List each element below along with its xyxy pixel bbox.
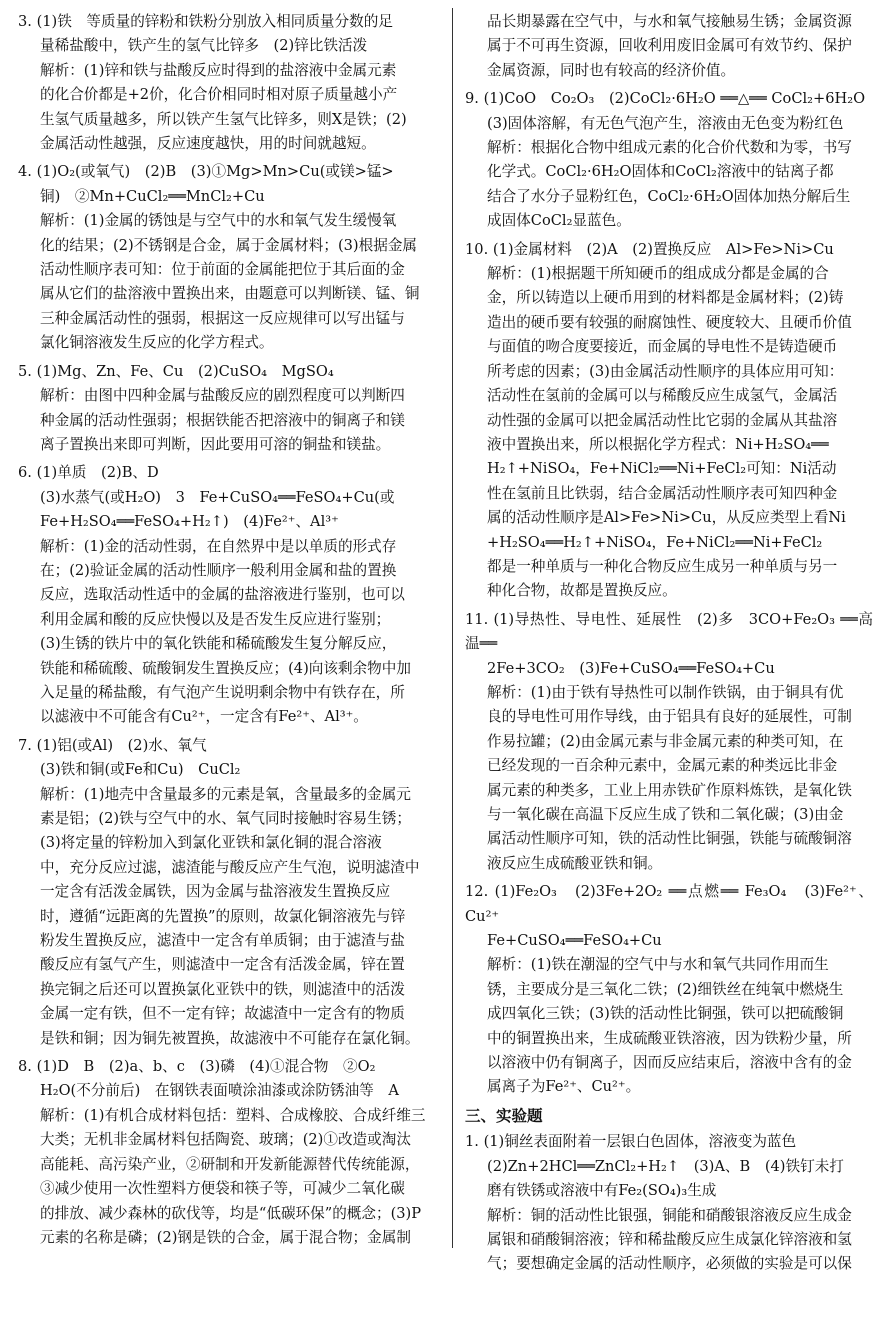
text-line: 4. (1)O₂(或氧气) (2)B (3)①Mg>Mn>Cu(或镁>锰> xyxy=(18,163,394,181)
text-line: 解析：(1)有机合成材料包括：塑料、合成橡胶、合成纤维三 xyxy=(40,1106,426,1124)
text-line: 12. (1)Fe₂O₃ (2)3Fe+2O₂ ══点燃══ Fe₃O₄ (3)Fe²⁺、Cu²⁺ xyxy=(465,883,873,925)
text-line: 金，所以铸造以上硬币用到的材料都是金属材料；(2)铸 xyxy=(487,289,844,307)
text-line: 离子置换出来即可判断，因此要用可溶的铜盐和镁盐。 xyxy=(40,435,391,453)
text-line: 解析：(1)根据题干所知硬币的组成成分都是金属的合 xyxy=(487,265,829,283)
text-line: 液反应生成硫酸亚铁和铜。 xyxy=(487,854,663,872)
text-line: 8. (1)D B (2)a、b、c (3)磷 (4)①混合物 ②O₂ xyxy=(18,1058,376,1076)
text-line: 6. (1)单质 (2)B、D xyxy=(18,464,159,482)
answer-item-q7 xyxy=(18,734,438,1051)
text-line: 三种金属活动性的强弱，根据这一反应规律可以写出锰与 xyxy=(40,309,405,327)
text-line: 属于不可再生资源，回收利用废旧金属可有效节约、保护 xyxy=(487,37,852,55)
text-line: 铁能和稀硫酸、硫酸铜发生置换反应；(4)向该剩余物中加 xyxy=(40,659,411,677)
text-line: 以溶液中仍有铜离子，因而反应结束后，溶液中含有的金 xyxy=(487,1054,852,1072)
text-line: 属从它们的盐溶液中置换出来，由题意可以判断镁、锰、铜 xyxy=(40,285,420,303)
text-line: (3)水蒸气(或H₂O) 3 Fe+CuSO₄══FeSO₄+Cu(或 xyxy=(40,488,395,506)
text-line: H₂↑+NiSO₄，Fe+NiCl₂══Ni+FeCl₂可知：Ni活动 xyxy=(487,460,837,478)
text-line: H₂O(不分前后) 在钢铁表面喷涂油漆或涂防锈油等 A xyxy=(40,1082,399,1100)
text-line: (3)将定量的锌粉加入到氯化亚铁和氯化铜的混合溶液 xyxy=(40,834,382,852)
text-line: 9. (1)CoO Co₂O₃ (2)CoCl₂·6H₂O ══△══ CoCl₂+6H₂O xyxy=(465,90,866,108)
column-divider xyxy=(452,8,453,1248)
answer-item-q5 xyxy=(18,360,438,458)
answer-item-q3 xyxy=(18,10,438,156)
text-line: 成固体CoCl₂显蓝色。 xyxy=(487,212,631,230)
text-line: 7. (1)铝(或Al) (2)水、氧气 xyxy=(18,736,207,754)
text-line: 造出的硬币要有较强的耐腐蚀性、硬度较大、且硬币价值 xyxy=(487,313,852,331)
text-line: 锈，主要成分是三氧化二铁；(2)细铁丝在纯氧中燃烧生 xyxy=(487,980,844,998)
text-line: 与面值的吻合度要接近，而金属的导电性不是铸造硬币 xyxy=(487,338,838,356)
answer-item-q8 xyxy=(18,1055,438,1250)
text-line: 酸反应有氢气产生，则滤渣中一定含有活泼金属，锌在置 xyxy=(40,956,405,974)
answer-item-q6 xyxy=(18,461,438,729)
text-line: 金属一定有铁，但不一定有锌；故滤渣中一定含有的物质 xyxy=(40,1005,405,1023)
text-line: 量稀盐酸中，铁产生的氢气比锌多 (2)锌比铁活泼 xyxy=(40,37,368,55)
text-line: 3. (1)铁 等质量的锌粉和铁粉分别放入相同质量分数的足 xyxy=(18,13,393,30)
text-line: 气；要想确定金属的活动性顺序，必须做的实验是可以保 xyxy=(487,1255,852,1273)
text-line: 磨有铁锈或溶液中有Fe₂(SO₄)₃生成 xyxy=(487,1182,717,1200)
text-line: 铜) ②Mn+CuCl₂══MnCl₂+Cu xyxy=(40,187,265,205)
text-line: +H₂SO₄══H₂↑+NiSO₄，Fe+NiCl₂══Ni+FeCl₂ xyxy=(487,533,823,551)
text-line: ③减少使用一次性塑料方便袋和筷子等，可减少二氧化碳 xyxy=(40,1180,405,1198)
text-line: 解析：根据化合物中组成元素的化合价代数和为零，书写 xyxy=(487,139,852,157)
text-line: 解析：(1)金属的锈蚀是与空气中的水和氧气发生缓慢氧 xyxy=(40,212,397,230)
text-line: 的化合价都是+2价，化合价相同时相对原子质量越小产 xyxy=(40,86,398,104)
text-line: 一定含有活泼金属铁，因为金属与盐溶液发生置换反应 xyxy=(40,883,391,901)
text-line: 化学式。CoCl₂·6H₂O固体和CoCl₂溶液中的钴离子都 xyxy=(487,163,834,181)
text-line: (2)Zn+2HCl══ZnCl₂+H₂↑ (3)A、B (4)铁钉未打 xyxy=(487,1157,844,1175)
text-line: 中，充分反应过滤，滤渣能与酸反应产生气泡，说明滤渣中 xyxy=(40,858,420,876)
text-line: 属活动性顺序可知，铁的活动性比铜强，铁能与硫酸铜溶 xyxy=(487,830,852,848)
text-line: 换完铜之后还可以置换氯化亚铁中的铁，则滤渣中的活泼 xyxy=(40,980,405,998)
text-line: 2Fe+3CO₂ (3)Fe+CuSO₄══FeSO₄+Cu xyxy=(487,659,775,677)
text-line: 生氢气质量越多，所以铁产生氢气比锌多，则X是铁；(2) xyxy=(40,110,407,128)
text-line: 入足量的稀盐酸，有气泡产生说明剩余物中有铁存在，所 xyxy=(40,683,405,701)
text-line: Fe+H₂SO₄══FeSO₄+H₂↑) (4)Fe²⁺、Al³⁺ xyxy=(40,513,339,531)
text-line: 属的活动性顺序是Al>Fe>Ni>Cu，从反应类型上看Ni xyxy=(487,509,846,527)
section-heading: 三、实验题 xyxy=(465,1106,543,1125)
text-line: 11. (1)导热性、导电性、延展性 (2)多 3CO+Fe₂O₃ ══高温══ xyxy=(465,610,873,653)
text-line: 解析：(1)由于铁有导热性可以制作铁锅，由于铜具有优 xyxy=(487,683,844,701)
text-line: 属银和硝酸铜溶液；锌和稀盐酸反应生成氯化锌溶液和氢 xyxy=(487,1230,852,1248)
text-line: (3)固体溶解，有无色气泡产生，溶液由无色变为粉红色 xyxy=(487,114,844,132)
text-line: 素是铝；(2)铁与空气中的水、氧气同时接触时容易生锈； xyxy=(40,810,411,827)
text-line: 液中置换出来，所以根据化学方程式：Ni+H₂SO₄══ xyxy=(487,435,829,453)
answer-item-q11 xyxy=(465,608,873,876)
text-line: 元素的名称是磷；(2)钢是铁的合金，属于混合物；金属制 xyxy=(40,1228,411,1246)
text-line: 解析：(1)铁在潮湿的空气中与水和氧气共同作用而生 xyxy=(487,956,829,974)
text-line: 活动性在氢前的金属可以与稀酸反应生成氢气，金属活 xyxy=(487,387,838,405)
text-line: 动性强的金属可以把金属活动性比它弱的金属从其盐溶 xyxy=(487,411,838,429)
text-line: 性在氢前且比铁弱，结合金属活动性顺序表可知四种金 xyxy=(487,484,838,502)
answer-item-q9 xyxy=(465,87,873,233)
text-line: 1. (1)铜丝表面附着一层银白色固体，溶液变为蓝色 xyxy=(465,1133,797,1151)
text-line: 都是一种单质与一种化合物反应生成另一种单质与另一 xyxy=(487,557,838,575)
text-line: 高能耗、高污染产业，②研制和开发新能源替代传统能源， xyxy=(40,1155,420,1173)
text-line: 品长期暴露在空气中，与水和氧气接触易生锈；金属资源 xyxy=(487,13,852,30)
text-line: 解析：由图中四种金属与盐酸反应的剧烈程度可以判断四 xyxy=(40,387,405,405)
text-line: 中的铜置换出来，生成硫酸亚铁溶液，因为铁粉少量，所 xyxy=(487,1029,852,1047)
answer-item-q12 xyxy=(465,880,873,1100)
text-line: 良的导电性可用作导线，由于铝具有良好的延展性，可制 xyxy=(487,708,852,726)
text-line: 与一氧化碳在高温下反应生成了铁和二氧化碳；(3)由金 xyxy=(487,806,844,823)
text-line: 在；(2)验证金属的活动性顺序一般利用金属和盐的置换 xyxy=(40,561,397,579)
text-line: 的排放、减少森林的砍伐等，均是“低碳环保”的概念；(3)P xyxy=(40,1204,422,1222)
right-column xyxy=(465,10,873,1281)
text-line: 解析：(1)地壳中含量最多的元素是氧，含量最多的金属元 xyxy=(40,785,411,803)
answer-item-q4 xyxy=(18,160,438,355)
text-line: (3)生锈的铁片中的氧化铁能和稀硫酸发生复分解反应， xyxy=(40,635,397,653)
text-line: 作易拉罐；(2)由金属元素与非金属元素的种类可知，在 xyxy=(487,732,844,750)
text-line: 属离子为Fe²⁺、Cu²⁺。 xyxy=(487,1078,641,1096)
text-line: 10. (1)金属材料 (2)A (2)置换反应 Al>Fe>Ni>Cu xyxy=(465,240,834,258)
text-line: 解析：(1)锌和铁与盐酸反应时得到的盐溶液中金属元素 xyxy=(40,61,397,79)
text-line: 粉发生置换反应，滤渣中一定含有单质铜；由于滤渣与盐 xyxy=(40,932,405,950)
text-line: 时，遵循“远距离的先置换”的原则，故氯化铜溶液先与锌 xyxy=(40,907,406,925)
text-line: 金属活动性越强，反应速度越快，用的时间就越短。 xyxy=(40,135,376,153)
text-line: 结合了水分子显粉红色，CoCl₂·6H₂O固体加热分解后生 xyxy=(487,187,851,205)
answer-item-q10 xyxy=(465,238,873,604)
text-line: 解析：(1)金的活动性弱，在自然界中是以单质的形式存 xyxy=(40,537,397,555)
text-line: 化的结果；(2)不锈钢是合金，属于金属材料；(3)根据金属 xyxy=(40,236,418,254)
text-line: (3)铁和铜(或Fe和Cu) CuCl₂ xyxy=(40,761,241,779)
text-line: 活动性顺序表可知：位于前面的金属能把位于其后面的金 xyxy=(40,261,405,279)
text-line: 属元素的种类多，工业上用赤铁矿作原料炼铁，是氧化铁 xyxy=(487,781,852,799)
text-line: 解析：铜的活动性比银强，铜能和硝酸银溶液反应生成金 xyxy=(487,1206,852,1224)
text-line: 种金属的活动性强弱；根据铁能否把溶液中的铜离子和镁 xyxy=(40,411,405,429)
text-line: Fe+CuSO₄══FeSO₄+Cu xyxy=(487,932,662,950)
answer-item-e1 xyxy=(465,1130,873,1276)
text-line: 大类；无机非金属材料包括陶瓷、玻璃；(2)①改造或淘汰 xyxy=(40,1131,411,1149)
text-line: 5. (1)Mg、Zn、Fe、Cu (2)CuSO₄ MgSO₄ xyxy=(18,362,334,380)
text-line: 已经发现的一百余种元素中，金属元素的种类远比非金 xyxy=(487,757,838,775)
text-line: 金属资源，同时也有较高的经济价值。 xyxy=(487,61,736,79)
text-line: 以滤液中不可能含有Cu²⁺，一定含有Fe²⁺、Al³⁺。 xyxy=(40,708,368,726)
text-line: 反应，选取活动性适中的金属的盐溶液进行鉴别，也可以 xyxy=(40,586,405,604)
text-line: 所考虑的因素；(3)由金属活动性顺序的具体应用可知： xyxy=(487,362,844,380)
text-line: 成四氧化三铁；(3)铁的活动性比铜强，铁可以把硫酸铜 xyxy=(487,1005,844,1023)
text-line: 氯化铜溶液发生反应的化学方程式。 xyxy=(40,334,274,352)
left-column xyxy=(18,10,438,1254)
text-line: 利用金属和酸的反应快慢以及是否发生反应进行鉴别； xyxy=(40,610,391,628)
text-line: 是铁和铜；因为铜先被置换，故滤液中不可能存在氯化铜。 xyxy=(40,1029,420,1047)
text-line: 种化合物，故都是置换反应。 xyxy=(487,582,677,600)
answer-item-q8b xyxy=(465,10,873,83)
